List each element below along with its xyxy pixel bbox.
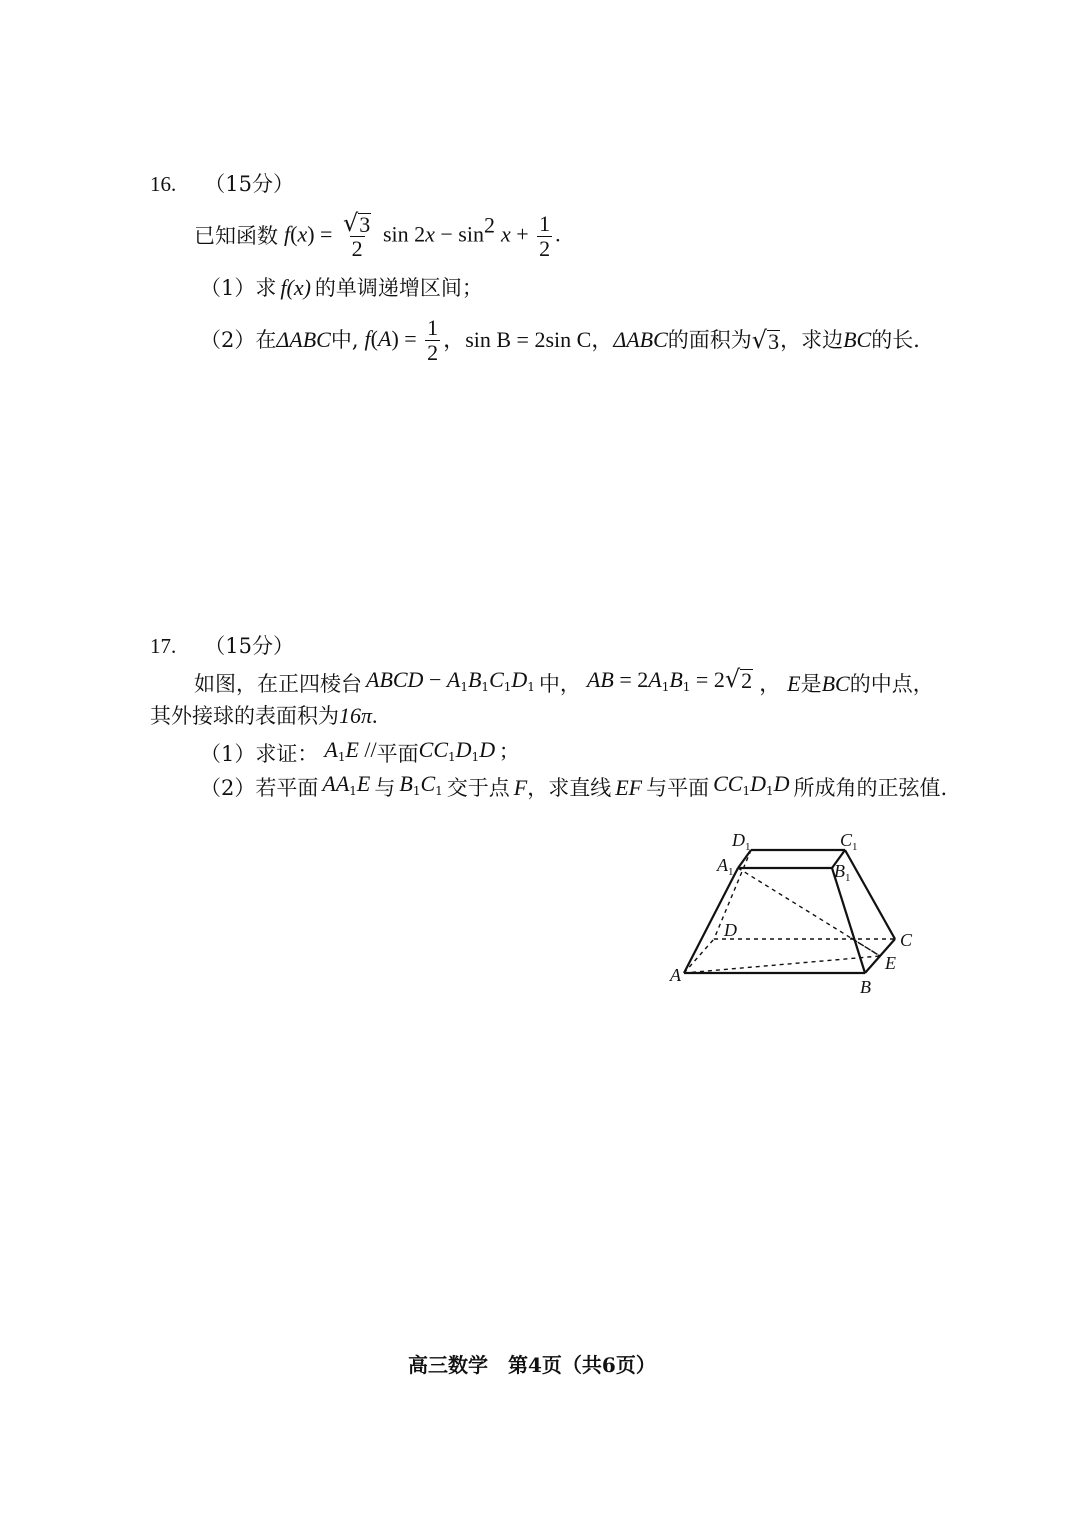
q16-function-expression: f(x) = √ 3 2 $\sin 2x - \sin^2 x$ + $\frac{1}{2}$ .: [284, 209, 561, 261]
label-a: A: [670, 965, 681, 985]
label-d: D: [724, 920, 737, 940]
q16-part2-end: 的长．: [871, 328, 935, 352]
q17-points: （15分）: [204, 634, 294, 658]
label-a1: $A_1$: [717, 855, 734, 878]
q17-line2-pre: 其外接球的表面积为: [150, 704, 339, 728]
q17-sphere-area: 16π: [339, 703, 373, 728]
q17-part1-label: （1）求证：: [200, 741, 319, 766]
q17-plane-cc1d1d: $CC_1D_1D$: [713, 771, 790, 798]
q16-part2: （2）在 ΔABC 中, f(A) = $\frac{1}{2}$ ， sin B = 2sin C ， ΔABC 的面积为 √ 3 ，求边 BC 的长．: [200, 314, 935, 365]
q16-part2-mid: 中,: [330, 328, 359, 352]
q16-function-def: [194, 204, 561, 268]
label-e: E: [885, 953, 896, 973]
label-b1: $B_1$: [834, 861, 851, 884]
q17-part2-end: 所成角的正弦值.: [793, 775, 948, 800]
q17-line1-post: 是: [800, 671, 822, 696]
page-footer: 高三数学 第4页（共6页）: [408, 1353, 656, 1377]
q17-point-f: F: [513, 774, 528, 800]
q17-part2-label: （2）若平面: [200, 775, 319, 800]
q17-bc: BC: [821, 670, 850, 696]
q16-triangle: ΔABC: [276, 327, 331, 352]
q17-part2-line: ，求直线: [527, 775, 612, 800]
q16-points: （15分）: [204, 172, 294, 196]
q17-header: [150, 632, 294, 660]
label-c: C: [900, 930, 913, 950]
q17-point-e: E: [787, 670, 801, 696]
q16-part1-label: （1）求: [200, 276, 277, 300]
q17-edge-b1c1: $B_1C_1$: [399, 771, 443, 798]
frustum-figure: [660, 825, 920, 1005]
q16-part1-text: 的单调递增区间；: [314, 276, 483, 300]
q16-header: [150, 170, 294, 198]
q16-number: 16.: [150, 172, 177, 196]
q17-line1: 如图，在正四棱台 ABCD − $A_1B_1C_1D_1$ 中， AB = $2A_1B_1 = 2$ √ 2 ， E 是 BC 的中点，: [194, 666, 934, 701]
q17-part1: [200, 736, 507, 771]
q16-area-value: √ 3: [751, 325, 780, 354]
q16-sine-condition: sin B = 2sin C: [465, 327, 592, 352]
q16-part1: [200, 274, 483, 302]
label-c1: $C_1$: [840, 830, 858, 853]
q17-plane-aa1e: $AA_1E$: [322, 771, 371, 798]
q16-triangle-2: ΔABC: [613, 327, 668, 352]
segment-ae: [684, 956, 880, 973]
q17-line1-end: 的中点，: [849, 671, 934, 696]
q17-part2-and: 与: [374, 775, 396, 800]
q17-part1-plane: 平面: [376, 741, 419, 766]
q17-line-ef: EF: [615, 774, 643, 800]
q17-line2: 其外接球的表面积为 16π .: [150, 703, 378, 728]
q17-part1-plane-name: $CC_1D_1D$ ;: [418, 737, 507, 764]
edge-c1c: [845, 850, 895, 939]
q17-part1-statement: $A_1E$ //: [324, 737, 377, 764]
q16-area-pre: 的面积为: [667, 328, 752, 352]
label-b: B: [860, 977, 871, 997]
q17-edge-condition: AB = $2A_1B_1 = 2$ √ 2: [586, 665, 753, 694]
q16-bc: BC: [843, 327, 872, 352]
q17-part2-meet: 交于点: [446, 775, 510, 800]
q16-part2-label: （2）在: [200, 328, 277, 352]
q16-fA-equation: f(A) = $\frac{1}{2}$: [364, 314, 439, 365]
q17-part2-with: 与平面: [646, 775, 710, 800]
q16-intro: 已知函数: [194, 224, 278, 248]
label-d1: $D_1$: [732, 830, 751, 853]
q16-part1-fx: f(x): [280, 275, 311, 300]
q16-part2-tail: ，求边: [780, 328, 844, 352]
q17-part2: [200, 770, 947, 805]
q17-line1-pre: 如图，在正四棱台: [194, 671, 362, 696]
q17-number: 17.: [150, 634, 177, 658]
q17-frustum-name: ABCD − $A_1B_1C_1D_1$: [366, 667, 535, 694]
q17-line1-mid: 中，: [538, 671, 581, 696]
